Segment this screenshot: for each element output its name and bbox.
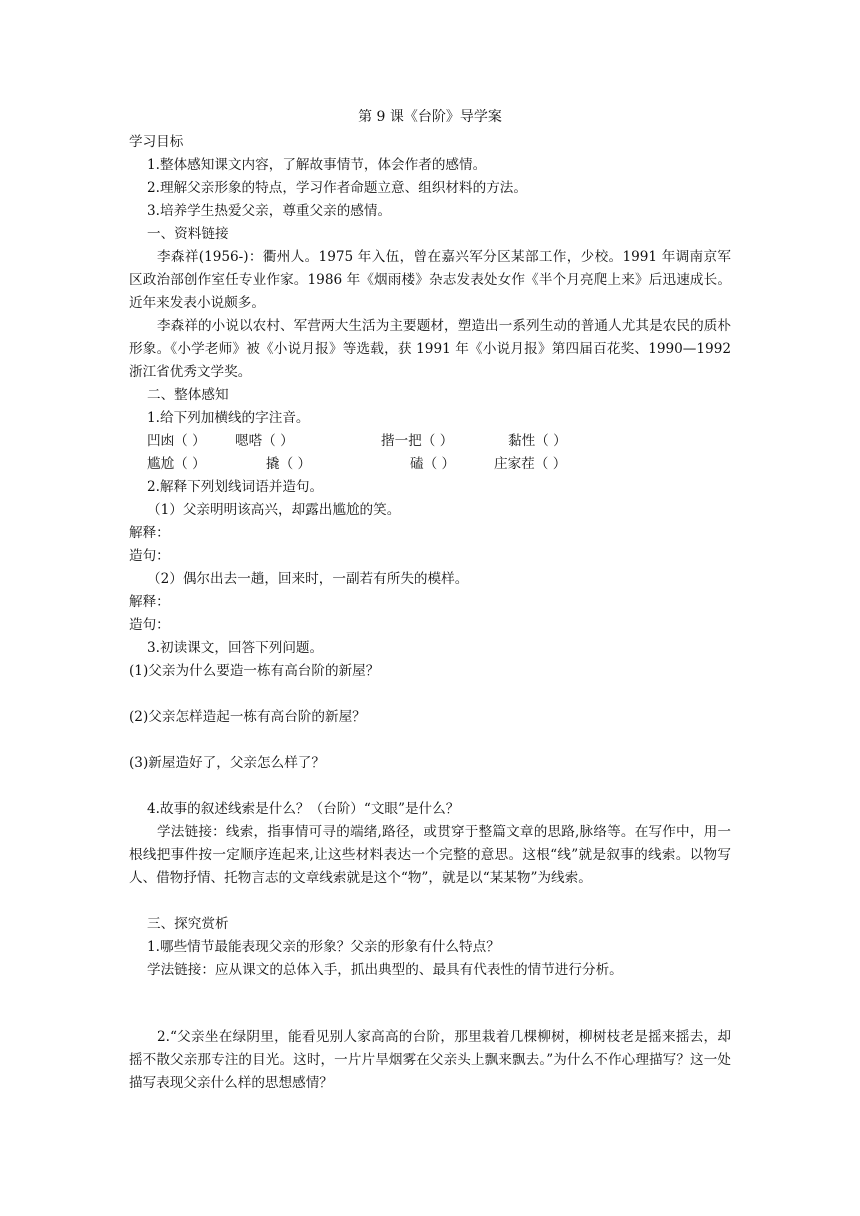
objectives-heading: 学习目标 — [129, 134, 184, 150]
section-heading-overview: 二、整体感知 — [147, 387, 229, 403]
pinyin-blank: 庄家茬（ ） — [494, 456, 567, 472]
pinyin-blank: 黏性（ ） — [508, 433, 567, 449]
question-explain: 2.解释下列划线词语并造句。 — [147, 479, 324, 495]
section-heading-analysis: 三、探究赏析 — [147, 916, 229, 932]
pinyin-blank: 撬（ ） — [266, 456, 312, 472]
question-description: 2.“父亲坐在绿阴里，能看见别人家高高的台阶，那里栽着几棵柳树，柳树枝老是摇来摇去，却摇不散父亲那专注的目光。这时，一片片旱烟雾在父亲头上飘来飘去。”为什么不作心理描写？这一处描写表现父亲什么样的思想感情？ — [129, 1029, 731, 1091]
pinyin-blank: 磕（ ） — [410, 456, 456, 472]
question-reading-2: (2)父亲怎样造起一栋有高台阶的新屋？ — [129, 709, 366, 725]
question-reading-1: (1)父亲为什么要造一栋有高台阶的新屋？ — [129, 663, 380, 679]
objective-item: 1.整体感知课文内容，了解故事情节，体会作者的感情。 — [147, 157, 487, 173]
explain-label: 解释： — [129, 525, 170, 541]
explain-label: 解释： — [129, 594, 170, 610]
method-link-paragraph: 学法链接：线索，指事情可寻的端绪,路径，或贯穿于整篇文章的思路,脉络等。在写作中，用一根线把事件按一定顺序连起来,让这些材料表达一个完整的意思。这根“线”就是叙事的线索。以物写人、借物抒情、托物言志的文章线索就是这个“物”，就是以“某某物”为线索。 — [129, 824, 731, 886]
question-pronunciation: 1.给下列加横线的字注音。 — [147, 410, 310, 426]
pinyin-blank: 揩一把（ ） — [381, 433, 454, 449]
author-works-paragraph: 李森祥的小说以农村、军营两大生活为主要题材，塑造出一系列生动的普通人尤其是农民的质朴形象。《小学老师》被《小说月报》等选载，获 1991 年《小说月报》第四届百花奖、1990—1992 浙江省优秀文学奖。 — [129, 318, 731, 380]
author-bio-paragraph: 李森祥(1956-)：衢州人。1975 年入伍，曾在嘉兴军分区某部工作，少校。1991 年调南京军区政治部创作室任专业作家。1986 年《烟雨楼》杂志发表处女作《半个月亮爬上来》后迅速成长。近年来发表小说颇多。 — [129, 249, 731, 311]
pinyin-row-2 — [129, 453, 731, 476]
pinyin-blank: 尴尬（ ） — [147, 456, 206, 472]
pinyin-blank: 凹凼（ ） — [147, 433, 206, 449]
pinyin-row-1 — [129, 430, 731, 453]
objective-item: 3.培养学生热爱父亲，尊重父亲的感情。 — [147, 203, 392, 219]
document-body — [129, 131, 731, 1095]
page-title: 第 9 课《台阶》导学案 — [358, 109, 502, 125]
question-father-image: 1.哪些情节最能表现父亲的形象？父亲的形象有什么特点？ — [147, 939, 500, 955]
section-heading-resources: 一、资料链接 — [147, 226, 229, 242]
objective-item: 2.理解父亲形象的特点，学习作者命题立意、组织材料的方法。 — [147, 180, 527, 196]
sentence-label: 造句： — [129, 548, 170, 564]
question-reading-3: (3)新屋造好了，父亲怎么样了？ — [129, 755, 325, 771]
question-reading: 3.初读课文，回答下列问题。 — [147, 640, 324, 656]
question-explain-2: （2）偶尔出去一趟，回来时，一副若有所失的模样。 — [147, 571, 469, 587]
question-clue: 4.故事的叙述线索是什么？（台阶）“文眼”是什么？ — [147, 801, 460, 817]
pinyin-blank: 嗯嗒（ ） — [235, 433, 294, 449]
sentence-label: 造句： — [129, 617, 170, 633]
method-link-analysis: 学法链接：应从课文的总体入手，抓出典型的、最具有代表性的情节进行分析。 — [147, 962, 623, 978]
question-explain-1: （1）父亲明明该高兴，却露出尴尬的笑。 — [147, 502, 401, 518]
